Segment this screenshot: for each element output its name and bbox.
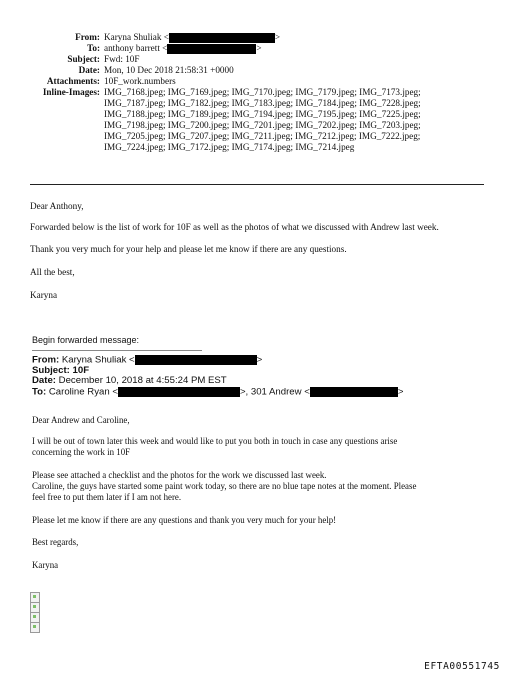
redaction-bar: [135, 355, 257, 365]
fwd-paragraph-line: feel free to put them later if I am not here.: [32, 492, 182, 502]
fwd-from-close: >: [256, 354, 263, 366]
fwd-paragraph-line: concerning the work in 10F: [32, 447, 131, 457]
attachments-label: Attachments:: [46, 76, 100, 86]
inline-images-label: Inline-Images:: [42, 87, 100, 97]
fwd-to-label: To:: [32, 386, 47, 398]
fwd-paragraph-line: Please see attached a checklist and the photos for the work we discussed last week.: [32, 470, 327, 480]
date-value: Mon, 10 Dec 2018 21:58:31 +0000: [104, 65, 234, 75]
redaction-bar: [118, 387, 240, 397]
fwd-date-value: December 10, 2018 at 4:55:24 PM EST: [58, 375, 227, 387]
fwd-paragraph-line: I will be out of town later this week and would like to put you both in touch in case any questions arise: [32, 436, 398, 446]
fwd-paragraph: Please let me know if there are any questions and thank you very much for your help!: [32, 515, 337, 525]
from-row: [0, 32, 512, 43]
broken-image-icon[interactable]: [30, 622, 40, 633]
forwarded-header: [32, 355, 403, 397]
redaction-bar: [167, 44, 256, 54]
to-row: [0, 43, 512, 54]
fwd-paragraph-line: Caroline, the guys have started some paint work today, so there are no blue tape notes at the moment. Please: [32, 481, 417, 491]
inline-images-row: [0, 87, 512, 153]
fwd-date-row: [32, 376, 403, 387]
redaction-bar: [169, 33, 275, 43]
from-name: Karyna Shuliak <: [104, 32, 169, 42]
greeting: Dear Anthony,: [30, 201, 84, 211]
signature: Karyna: [30, 290, 58, 300]
attachments-value[interactable]: 10F_work.numbers: [104, 76, 176, 86]
fwd-to-close: >: [397, 386, 404, 398]
fwd-from-label: From:: [32, 354, 60, 366]
closing: All the best,: [30, 267, 75, 277]
attachments-row: [0, 76, 512, 87]
forwarded-intro: Begin forwarded message:: [32, 335, 140, 345]
to-label: To:: [87, 43, 100, 53]
fwd-to-name: Caroline Ryan <: [48, 386, 118, 398]
header-divider: [30, 184, 484, 185]
from-label: From:: [75, 32, 100, 42]
fwd-date-label: Date:: [32, 375, 56, 387]
redaction-bar: [310, 387, 398, 397]
fwd-greeting: Dear Andrew and Caroline,: [32, 415, 130, 425]
subject-label: Subject:: [67, 54, 100, 64]
forwarded-divider: [32, 350, 202, 351]
fwd-subject-label: Subject:: [32, 364, 70, 376]
fwd-subject-value: 10F: [72, 364, 90, 376]
from-close: >: [274, 32, 281, 42]
date-row: [0, 65, 512, 76]
fwd-to-row: [32, 387, 403, 398]
fwd-to-mid: >, 301 Andrew <: [239, 386, 310, 398]
inline-images-list: IMG_7168.jpeg; IMG_7169.jpeg; IMG_7170.jpeg; IMG_7179.jpeg; IMG_7173.jpeg; IMG_7187.jpeg; IMG_7182.jpeg; IMG_7183.jpeg; IMG_7184.jpeg; IMG_7228.jpeg; IMG_7188.jpeg; IMG_7189.jpeg; IMG_7194.jpeg; IMG_7195.jpeg; IMG_7225.jpeg; IMG_7198.jpeg; IMG_7200.jpeg; IMG_7201.jpeg; IMG_7202.jpeg; IMG_7203.jpeg; IMG_7205.jpeg; IMG_7207.jpeg; IMG_7211.jpeg; IMG_7212.jpeg; IMG_7222.jpeg; IMG_7224.jpeg; IMG_7172.jpeg; IMG_7174.jpeg; IMG_7214.jpeg: [104, 87, 421, 152]
bates-number: EFTA00551745: [424, 661, 500, 672]
email-header: [0, 32, 512, 153]
to-close: >: [256, 43, 262, 53]
message-paragraph: Forwarded below is the list of work for 10F as well as the photos of what we discussed with Andrew last week.: [30, 222, 439, 232]
fwd-closing: Best regards,: [32, 537, 79, 547]
date-label: Date:: [78, 65, 100, 75]
fwd-from-name: Karyna Shuliak <: [61, 354, 135, 366]
message-paragraph: Thank you very much for your help and please let me know if there are any questions.: [30, 244, 347, 254]
subject-value: Fwd: 10F: [104, 54, 140, 64]
to-name: anthony barrett <: [104, 43, 168, 53]
fwd-signature: Karyna: [32, 560, 59, 570]
subject-row: [0, 54, 512, 65]
